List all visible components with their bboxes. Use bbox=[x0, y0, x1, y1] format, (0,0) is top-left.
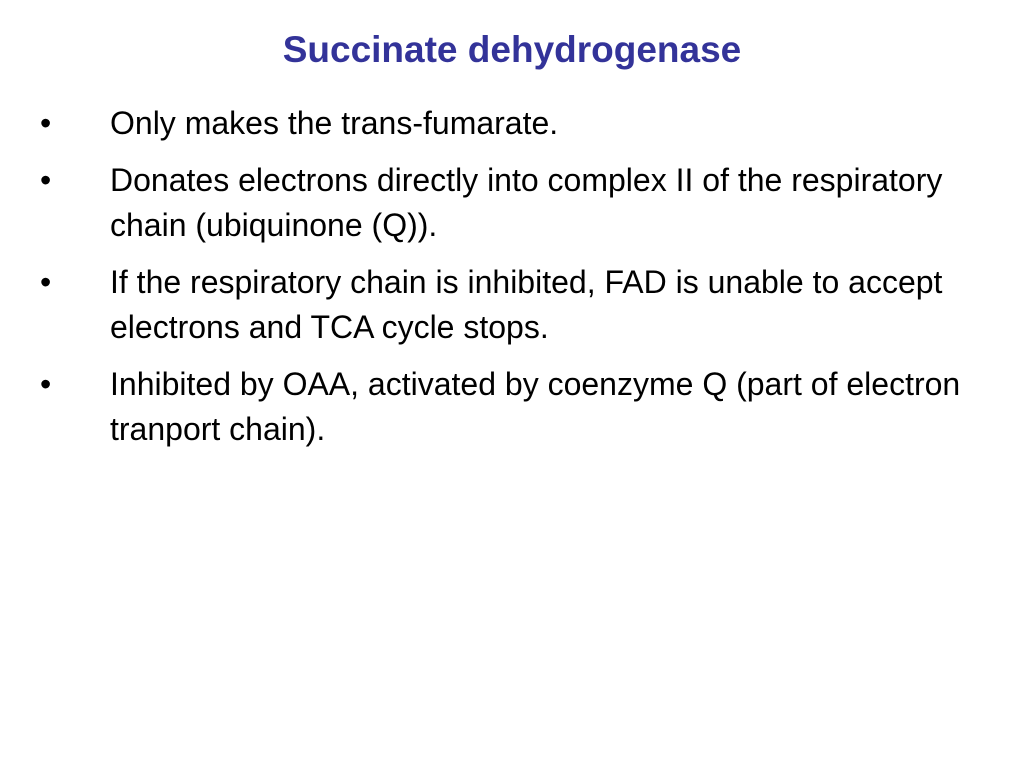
bullet-list bbox=[40, 101, 990, 464]
bullet-text: If the respiratory chain is inhibited, FAD is unable to accept electrons and TCA cycle stops. bbox=[110, 264, 943, 345]
bullet-text: Donates electrons directly into complex II of the respiratory chain (ubiquinone (Q)). bbox=[110, 162, 943, 243]
bullet-marker: • bbox=[40, 105, 52, 141]
bullet-item bbox=[40, 362, 990, 452]
bullet-marker: • bbox=[40, 162, 52, 198]
bullet-text: Only makes the trans-fumarate. bbox=[110, 105, 559, 141]
bullet-item bbox=[40, 260, 990, 350]
bullet-item bbox=[40, 158, 990, 248]
bullet-marker: • bbox=[40, 264, 52, 300]
bullet-text: Inhibited by OAA, activated by coenzyme Q (part of electron tranport chain). bbox=[110, 366, 961, 447]
bullet-item bbox=[40, 101, 990, 146]
bullet-marker: • bbox=[40, 366, 52, 402]
slide-title: Succinate dehydrogenase bbox=[282, 29, 742, 70]
